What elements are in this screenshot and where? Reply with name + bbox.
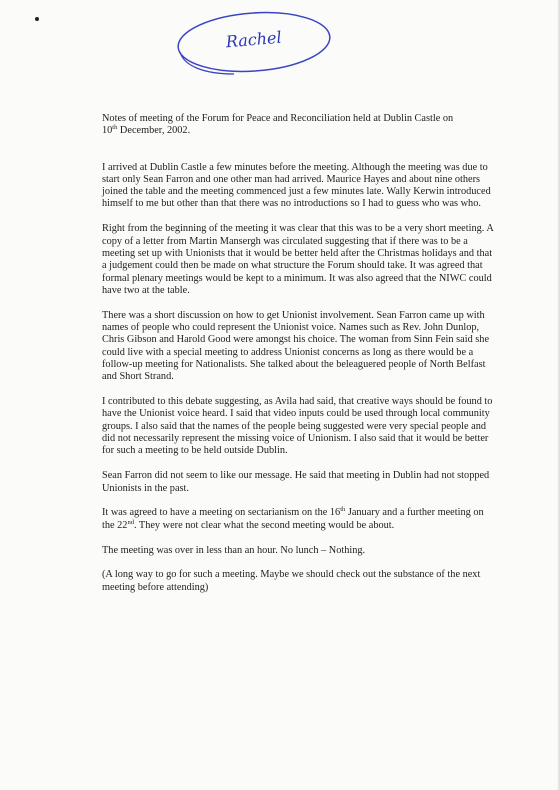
margin-dot <box>35 17 39 21</box>
paragraph-closing: The meeting was over in less than an hour. No lunch – Nothing. <box>102 544 366 556</box>
meeting-notes <box>102 113 494 607</box>
paragraph-contribution: I contributed to this debate suggesting, as Avila had said, that creative ways should be found to have the Unionist voice heard. I said that video inputs could be used through local community groups. I also said that the names of the people being suggested were very special people and did not necessarily represent the missing voice of Unionism. I also said that it would be better for such a meeting to be held outside Dublin. <box>102 396 493 457</box>
paragraph-note: (A long way to go for such a meeting. Maybe we should check out the substance of the next meeting before attending) <box>102 569 481 593</box>
paragraph-unionist-involvement: There was a short discussion on how to get Unionist involvement. Sean Farron came up with names of people who could represent the Unionist voice. Names such as Rev. John Dunlop, Chris Gibson and Harold Good were amongst his choice. The woman from Sinn Fein said she could live with a special meeting to address Unionist concerns as long as there would be a follow-up meeting for Nationalists. She talked about the beleaguered people of North Belfast and Short Strand. <box>102 309 490 383</box>
handwritten-name: Rachel <box>225 27 283 52</box>
paragraph-short-meeting: Right from the beginning of the meeting it was clear that this was to be a very short meeting. A copy of a letter from Martin Mansergh was circulated suggesting that if there was to be a meeting set up with Unionists that it would be better held after the Christmas holidays and that a judgement could then be made on what structure the Forum should take. It was agreed that formal plenary meetings would be kept to a minimum. It was also agreed that the NIWC could have two at the table. <box>102 223 494 296</box>
paragraph-arrival: I arrived at Dublin Castle a few minutes before the meeting. Although the meeting was due to start only Sean Farron and one other man had arrived. Maurice Hayes and about nine others joined the table and the meeting commenced just a few minutes late. Wally Kerwin introduced himself to me but other than that there was no introductions so I had to guess who was who. <box>102 161 491 210</box>
notes-title: Notes of meeting of the Forum for Peace and Reconciliation held at Dublin Castle on 10th December, 2002. <box>102 113 454 137</box>
paragraph-next-meetings: It was agreed to have a meeting on sectarianism on the 16th January and a further meeting on the 22nd. They were not clear what the second meeting would be about. <box>102 506 484 531</box>
paragraph-farron-response: Sean Farron did not seem to like our message. He said that meeting in Dublin had not stopped Unionists in the past. <box>102 470 490 494</box>
handwritten-annotation <box>174 6 334 78</box>
